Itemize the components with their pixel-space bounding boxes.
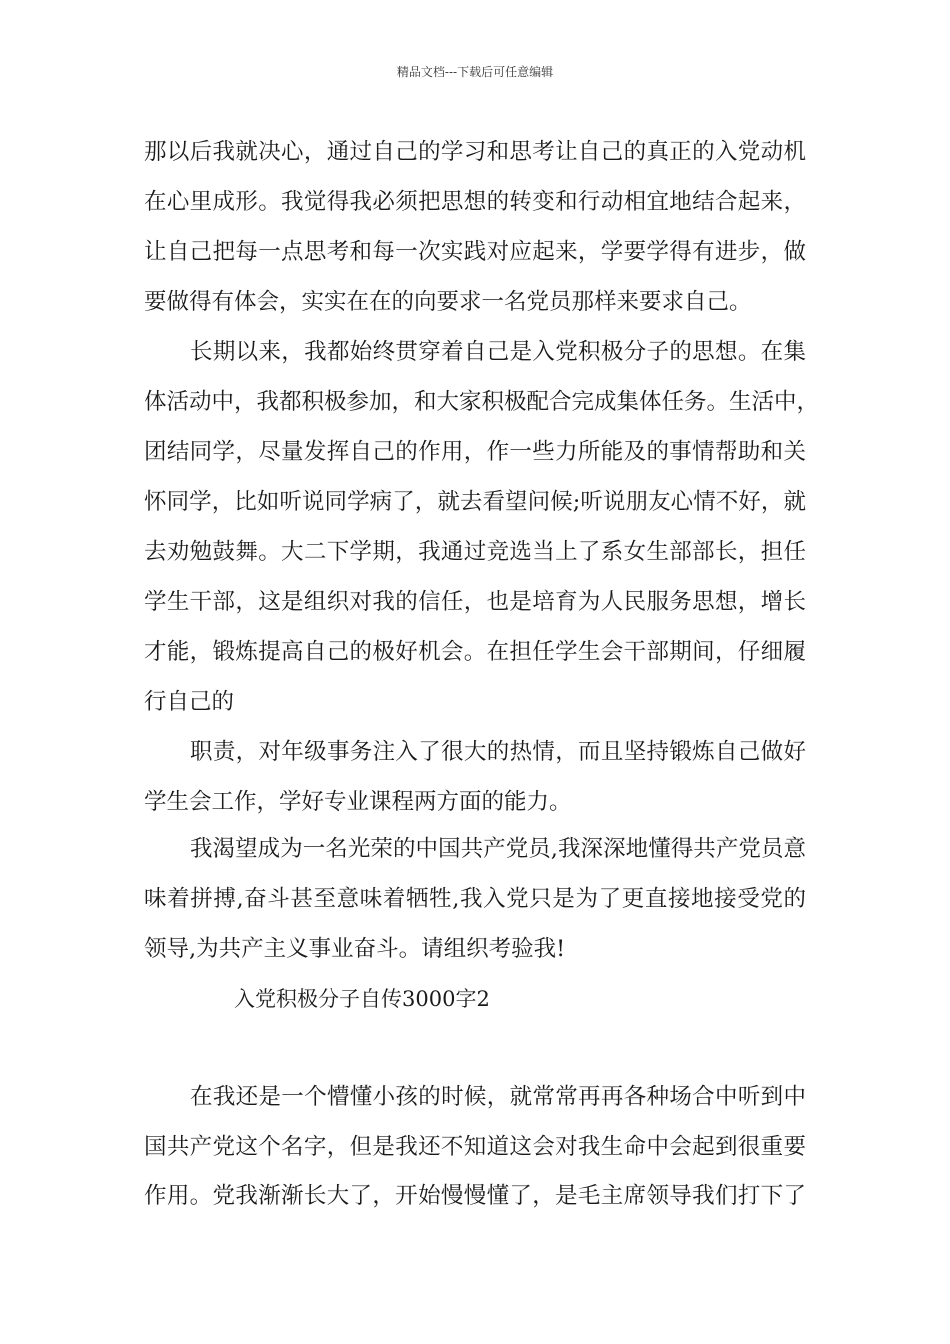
- paragraph-line: 要做得有体会，实实在在的向要求一名党员那样来要求自己。: [144, 289, 752, 315]
- paragraph-line: 怀同学，比如听说同学病了，就去看望问候;听说朋友心情不好，就: [144, 489, 806, 515]
- paragraph-line: 职责，对年级事务注入了很大的热情，而且坚持锻炼自己做好: [190, 739, 806, 765]
- paragraph-line: 在我还是一个懵懂小孩的时候，就常常再再各种场合中听到中: [190, 1084, 806, 1110]
- paragraph-line: 团结同学，尽量发挥自己的作用，作一些力所能及的事情帮助和关: [144, 439, 806, 465]
- paragraph-line: 在心里成形。我觉得我必须把思想的转变和行动相宜地结合起来，: [144, 189, 806, 215]
- paragraph-line: 作用。党我渐渐长大了，开始慢慢懂了，是毛主席领导我们打下了: [144, 1183, 806, 1209]
- page-header: 精品文档---下载后可任意编辑: [396, 65, 554, 79]
- paragraph-line: 体活动中，我都积极参加，和大家积极配合完成集体任务。生活中，: [144, 389, 820, 415]
- paragraph-line: 去劝勉鼓舞。大二下学期，我通过竞选当上了系女生部部长，担任: [144, 539, 806, 565]
- section-heading: 入党积极分子自传3000字2: [234, 987, 490, 1011]
- paragraph-line: 才能，锻炼提高自己的极好机会。在担任学生会干部期间，仔细履: [144, 639, 806, 665]
- paragraph-line: 我渴望成为一名光荣的中国共产党员,我深深地懂得共产党员意: [190, 836, 806, 862]
- paragraph-line: 领导,为共产主义事业奋斗。请组织考验我!: [144, 936, 566, 962]
- paragraph-line: 行自己的: [144, 689, 235, 715]
- paragraph-line: 味着拼搏,奋斗甚至意味着牺牲,我入党只是为了更直接地接受党的: [144, 886, 806, 912]
- paragraph-line: 学生会工作，学好专业课程两方面的能力。: [144, 789, 572, 815]
- paragraph-line: 那以后我就决心，通过自己的学习和思考让自己的真正的入党动机: [144, 139, 806, 165]
- paragraph-line: 国共产党这个名字，但是我还不知道这会对我生命中会起到很重要: [144, 1134, 806, 1160]
- paragraph-line: 长期以来，我都始终贯穿着自己是入党积极分子的思想。在集: [190, 339, 806, 365]
- paragraph-line: 让自己把每一点思考和每一次实践对应起来，学要学得有进步，做: [144, 239, 806, 265]
- paragraph-line: 学生干部，这是组织对我的信任，也是培育为人民服务思想，增长: [144, 589, 806, 615]
